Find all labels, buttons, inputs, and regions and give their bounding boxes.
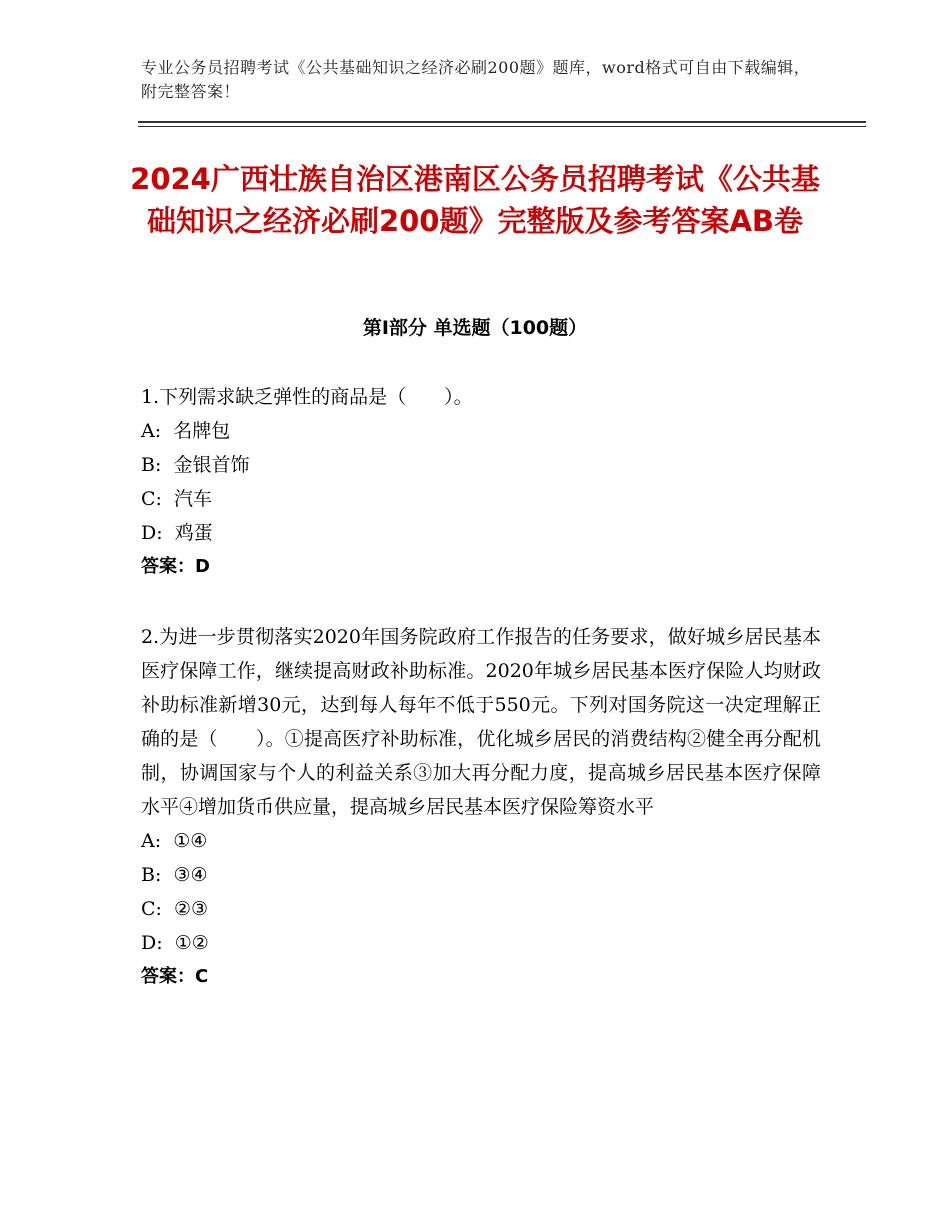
question-1-stem: 1.下列需求缺乏弹性的商品是（ ）。 — [141, 386, 473, 408]
header-divider-thin — [138, 126, 866, 127]
header-divider-thick — [138, 121, 866, 123]
question-2-option-a: A: ①④ — [141, 830, 208, 852]
section-heading: 第I部分 单选题（100题） — [362, 317, 588, 339]
question-1-option-a: A: 名牌包 — [141, 420, 231, 442]
header-note: 专业公务员招聘考试《公共基础知识之经济必刷200题》题库，word格式可自由下载编辑，附完整答案！ — [141, 58, 811, 101]
question-2-answer: 答案：C — [141, 966, 209, 987]
question-1-answer: 答案：D — [141, 556, 210, 577]
question-2 — [141, 620, 821, 994]
question-2-option-c: C: ②③ — [141, 898, 209, 920]
question-2-option-d: D: ①② — [141, 932, 209, 954]
question-2-stem: 2.为进一步贯彻落实2020年国务院政府工作报告的任务要求，做好城乡居民基本医疗保障工作，继续提高财政补助标准。2020年城乡居民基本医疗保险人均财政补助标准新增30元，达到每人每年不低于550元。下列对国务院这一决定理解正确的是（ ）。①提高医疗补助标准，优化城乡居民的消费结构②健全再分配机制，协调国家与个人的利益关系③加大再分配力度，提高城乡居民基本医疗保障水平④增加货币供应量，提高城乡居民基本医疗保险筹资水平 — [141, 626, 821, 818]
document-title: 2024广西壮族自治区港南区公务员招聘考试《公共基础知识之经济必刷200题》完整版及参考答案AB卷 — [130, 162, 820, 238]
question-1-option-d: D: 鸡蛋 — [141, 522, 213, 544]
question-1-option-b: B: 金银首饰 — [141, 454, 250, 476]
question-1-option-c: C: 汽车 — [141, 488, 213, 510]
question-1 — [141, 380, 821, 584]
question-2-option-b: B: ③④ — [141, 864, 208, 886]
